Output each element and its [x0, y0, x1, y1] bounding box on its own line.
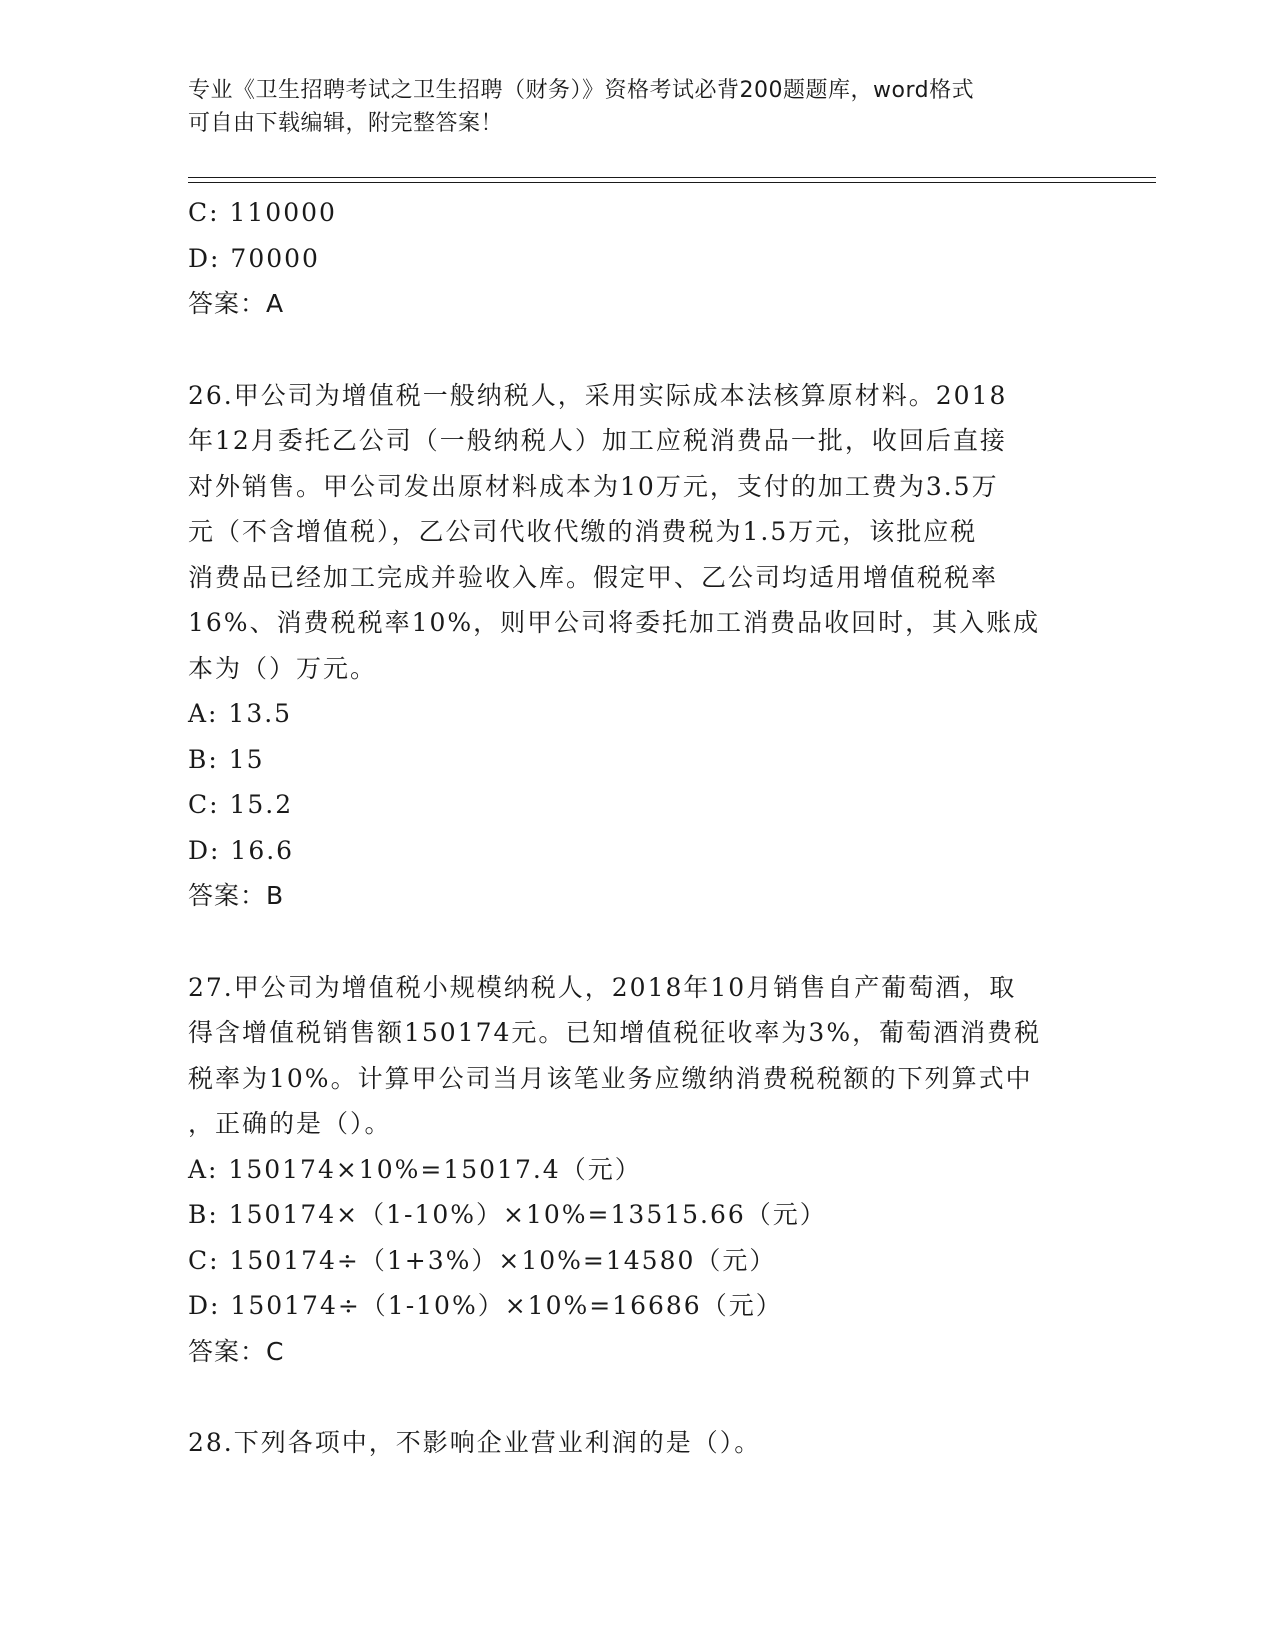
- document-body: [188, 190, 1088, 1466]
- question-stem-line: ，正确的是（）。: [188, 1109, 392, 1138]
- option-c: C: 15.2: [188, 790, 294, 819]
- question-stem-line: 年12月委托乙公司（一般纳税人）加工应税消费品一批，收回后直接: [188, 426, 1007, 455]
- question-25-tail: [188, 190, 1088, 327]
- option-c: C: 110000: [188, 198, 337, 227]
- spacer: [188, 1374, 1088, 1420]
- question-stem-line: 26.甲公司为增值税一般纳税人，采用实际成本法核算原材料。2018: [188, 380, 1008, 410]
- option-c: C: 150174÷（1+3%）×10%=14580（元）: [188, 1245, 777, 1275]
- header-title-line-2: 可自由下载编辑，附完整答案！: [188, 111, 504, 136]
- question-stem-line: 消费品已经加工完成并验收入库。假定甲、乙公司均适用增值税税率: [188, 562, 999, 592]
- option-d: D: 150174÷（1-10%）×10%=16686（元）: [188, 1291, 783, 1320]
- header-divider-bottom: [188, 182, 1156, 183]
- header-divider-top: [188, 177, 1156, 178]
- header-title-line-1: 专业《卫生招聘考试之卫生招聘（财务）》资格考试必背200题题库，word格式: [188, 78, 975, 103]
- question-stem-line: 16%、消费税税率10%，则甲公司将委托加工消费品收回时，其入账成: [188, 608, 1041, 637]
- option-b: B: 150174×（1-10%）×10%=13515.66（元）: [188, 1200, 827, 1229]
- question-stem-line: 税率为10%。计算甲公司当月该笔业务应缴纳消费税税额的下列算式中: [188, 1063, 1033, 1093]
- answer-line: 答案：C: [188, 1336, 285, 1366]
- question-stem-line: 28.下列各项中，不影响企业营业利润的是（）。: [188, 1428, 762, 1457]
- question-stem-line: 对外销售。甲公司发出原材料成本为10万元，支付的加工费为3.5万: [188, 471, 999, 501]
- option-a: A: 13.5: [188, 699, 293, 728]
- question-stem-line: 本为（）万元。: [188, 653, 378, 683]
- question-stem-line: 27.甲公司为增值税小规模纳税人，2018年10月销售自产葡萄酒，取: [188, 972, 1017, 1002]
- option-b: B: 15: [188, 744, 265, 774]
- question-stem-line: 元（不含增值税），乙公司代收代缴的消费税为1.5万元，该批应税: [188, 517, 978, 546]
- question-28: [188, 1420, 1088, 1466]
- spacer: [188, 327, 1088, 373]
- option-d: D: 16.6: [188, 835, 295, 865]
- option-a: A: 150174×10%=15017.4（元）: [188, 1154, 642, 1184]
- question-stem-line: 得含增值税销售额150174元。已知增值税征收率为3%，葡萄酒消费税: [188, 1018, 1042, 1047]
- option-d: D: 70000: [188, 243, 320, 273]
- question-26: [188, 373, 1088, 919]
- document-header: [188, 74, 1088, 140]
- spacer: [188, 919, 1088, 965]
- answer-line: 答案：B: [188, 881, 285, 910]
- question-27: [188, 965, 1088, 1375]
- answer-line: 答案：A: [188, 289, 285, 318]
